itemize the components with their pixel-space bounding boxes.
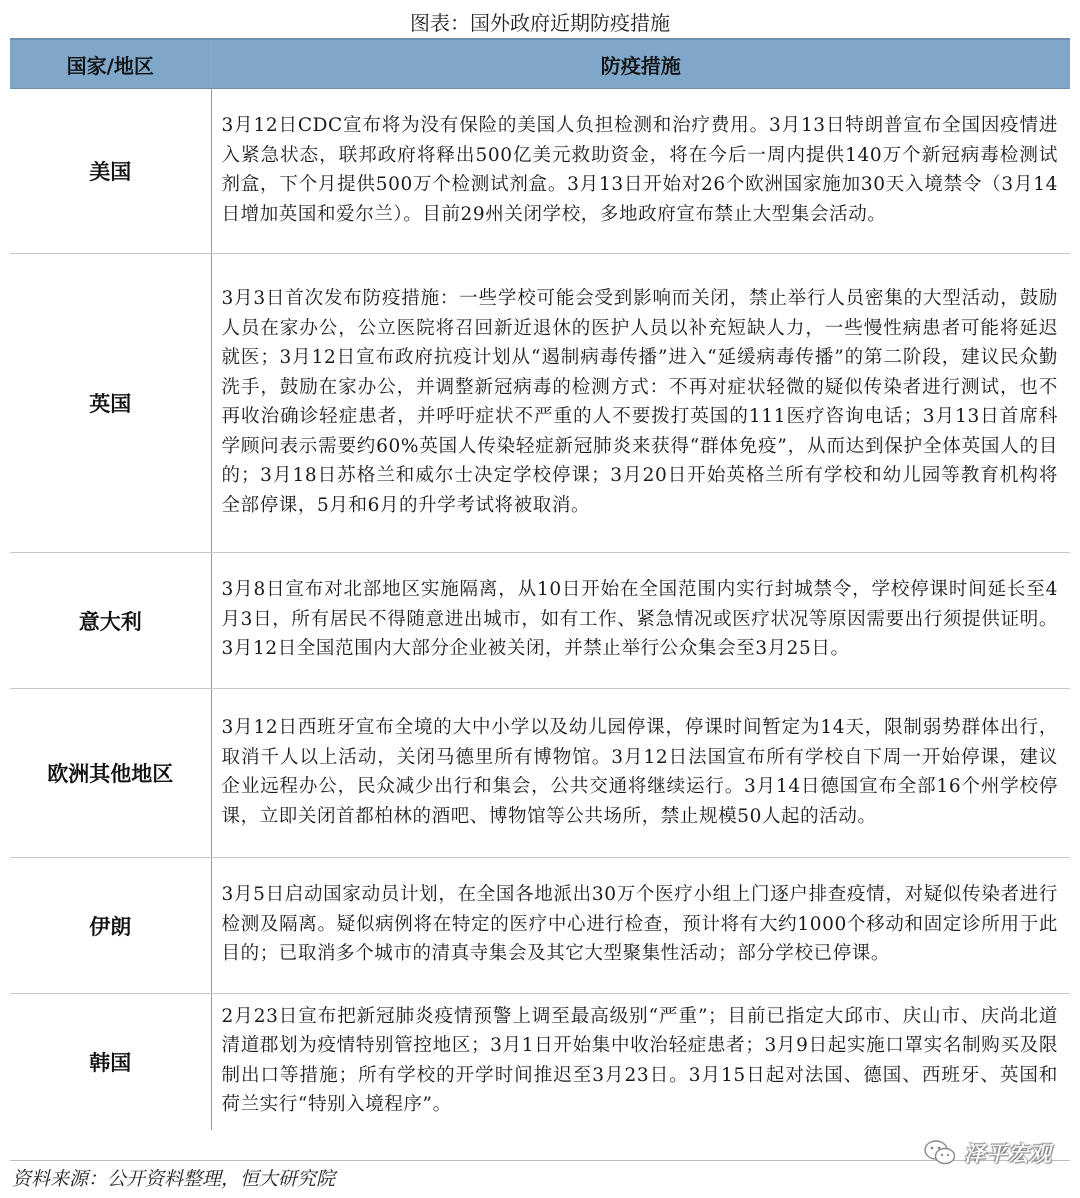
country-cell: 伊朗 xyxy=(10,858,211,994)
measures-cell: 3月12日西班牙宣布全境的大中小学以及幼儿园停课，停课时间暂定为14天，限制弱势群体出行，取消千人以上活动，关闭马德里所有博物馆。3月12日法国宣布所有学校自下周一开始停课，建议企业远程办公，民众减少出行和集会，公共交通将继续运行。3月14日德国宣布全部16个州学校停课，立即关闭首都柏林的酒吧、博物馆等公共场所，禁止规模50人起的活动。 xyxy=(211,689,1070,858)
table-row xyxy=(10,689,1070,858)
figure-title: 图表：国外政府近期防疫措施 xyxy=(410,11,670,35)
measures-cell: 3月3日首次发布防疫措施：一些学校可能会受到影响而关闭，禁止举行人员密集的大型活动，鼓励人员在家办公，公立医院将召回新近退休的医护人员以补充短缺人力，一些慢性病患者可能将延迟就医；3月12日宣布政府抗疫计划从“遏制病毒传播”进入“延缓病毒传播”的第二阶段，建议民众勤洗手，鼓励在家办公，并调整新冠病毒的检测方式：不再对症状轻微的疑似传染者进行测试，也不再收治确诊轻症患者，并呼吁症状不严重的人不要拨打英国的111医疗咨询电话；3月13日首席科学顾问表示需要约60%英国人传染轻症新冠肺炎来获得“群体免疫”，从而达到保护全体英国人的目的；3月18日苏格兰和威尔士决定学校停课；3月20日开始英格兰所有学校和幼儿园等教育机构将全部停课，5月和6月的升学考试将被取消。 xyxy=(211,254,1070,553)
source-note: 资料来源：公开资料整理，恒大研究院 xyxy=(12,1168,336,1190)
table-row xyxy=(10,994,1070,1130)
country-cell: 英国 xyxy=(10,254,211,553)
table-row xyxy=(10,254,1070,553)
measures-cell: 2月23日宣布把新冠肺炎疫情预警上调至最高级别“严重”；目前已指定大邱市、庆山市、庆尚北道清道郡划为疫情特别管控地区；3月1日开始集中收治轻症患者；3月9日起实施口罩实名制购买及限制出口等措施；所有学校的开学时间推迟至3月23日。3月15日起对法国、德国、西班牙、英国和荷兰实行“特别入境程序”。 xyxy=(221,1005,1058,1116)
table-row xyxy=(10,89,1070,254)
measures-cell: 3月8日宣布对北部地区实施隔离，从10日开始在全国范围内实行封城禁令，学校停课时间延长至4月3日，所有居民不得随意进出城市，如有工作、紧急情况或医疗状况等原因需要出行须提供证明。3月12日全国范围内大部分企业被关闭，并禁止举行公众集会至3月25日。 xyxy=(211,553,1070,689)
country-cell: 欧洲其他地区 xyxy=(10,689,211,858)
wechat-icon xyxy=(924,1140,956,1166)
country-cell: 韩国 xyxy=(10,994,211,1130)
header-country: 国家/地区 xyxy=(10,39,211,89)
country-cell: 美国 xyxy=(10,89,211,254)
watermark-text: 泽平宏观 xyxy=(964,1142,1052,1166)
country-cell: 意大利 xyxy=(10,553,211,689)
measures-cell: 3月12日CDC宣布将为没有保险的美国人负担检测和治疗费用。3月13日特朗普宣布全国因疫情进入紧急状态，联邦政府将释出500亿美元救助资金，将在今后一周内提供140万个新冠病毒检测试剂盒，下个月提供500万个检测试剂盒。3月13日开始对26个欧洲国家施加30天入境禁令（3月14日增加英国和爱尔兰）。目前29州关闭学校，多地政府宣布禁止大型集会活动。 xyxy=(211,89,1070,254)
header-measures: 防疫措施 xyxy=(211,39,1070,89)
watermark xyxy=(924,1136,1052,1170)
table-row xyxy=(10,858,1070,994)
table-header-row xyxy=(10,39,1070,89)
bottom-divider xyxy=(10,1160,1070,1161)
measures-table xyxy=(10,38,1070,1130)
table-row xyxy=(10,553,1070,689)
measures-cell: 3月5日启动国家动员计划，在全国各地派出30万个医疗小组上门逐户排查疫情，对疑似传染者进行检测及隔离。疑似病例将在特定的医疗中心进行检查，预计将有大约1000个移动和固定诊所用于此目的；已取消多个城市的清真寺集会及其它大型聚集性活动；部分学校已停课。 xyxy=(211,858,1070,994)
